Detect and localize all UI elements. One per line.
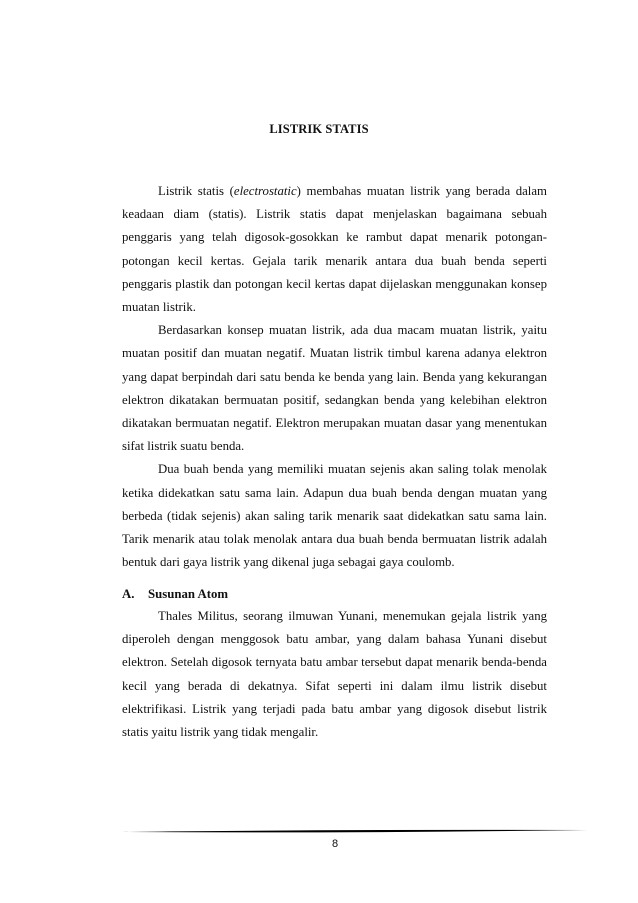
section-a-text [122,605,547,744]
intro-paragraph-1-start: Listrik statis ( [158,184,234,198]
page-number: 8 [331,838,339,850]
page-title: LISTRIK STATIS [269,122,369,136]
intro-text [122,180,547,574]
intro-paragraph-1-term: electrostatic [233,184,297,198]
footer-swoosh [122,830,588,833]
intro-paragraph-3: Dua buah benda yang memiliki muatan sejenis akan saling tolak menolak ketika didekatkan satu sama lain. Adapun dua buah benda dengan muatan yang berbeda (tidak sejenis) akan saling tarik menarik saat didekatkan satu sama lain. Tarik menarik atau tolak menolak antara dua buah benda bermuatan listrik adalah bentuk dari gaya listrik yang dikenal juga sebagai gaya coulomb. [122,462,547,570]
intro-paragraph-2: Berdasarkan konsep muatan listrik, ada dua macam muatan listrik, yaitu muatan positif dan muatan negatif. Muatan listrik timbul karena adanya elektron yang dapat berpindah dari satu benda ke benda yang lain. Benda yang kekurangan elektron dikatakan bermuatan positif, sedangkan benda yang kelebihan elektron dikatakan bermuatan negatif. Elektron merupakan muatan dasar yang menentukan sifat listrik suatu benda. [122,323,547,454]
section-a-paragraph-1: Thales Militus, seorang ilmuwan Yunani, menemukan gejala listrik yang diperoleh dengan menggosok batu ambar, yang dalam bahasa Yunani disebut elektron. Setelah digosok ternyata batu ambar tersebut dapat menarik benda-benda kecil yang berada di dekatnya. Sifat seperti ini dalam ilmu listrik disebut elektrifikasi. Listrik yang terjadi pada batu ambar yang digosok disebut listrik statis yaitu listrik yang tidak mengalir. [122,609,547,740]
intro-paragraph-1-rest: ) membahas muatan listrik yang berada dalam keadaan diam (statis). Listrik statis dapat menjelaskan bagaimana sebuah penggaris yang telah digosok-gosokkan ke rambut dapat menarik potongan-potongan kecil kertas. Gejala tarik menarik antara dua buah benda seperti penggaris plastik dan potongan kecil kertas dapat dijelaskan menggunakan konsep muatan listrik. [122,184,547,315]
footer-decorative-line [122,826,588,836]
section-a-heading [122,583,228,606]
section-a-title: Susunan Atom [148,587,229,601]
intro-paragraph-1 [122,180,547,319]
section-a-letter: A. [122,587,135,601]
